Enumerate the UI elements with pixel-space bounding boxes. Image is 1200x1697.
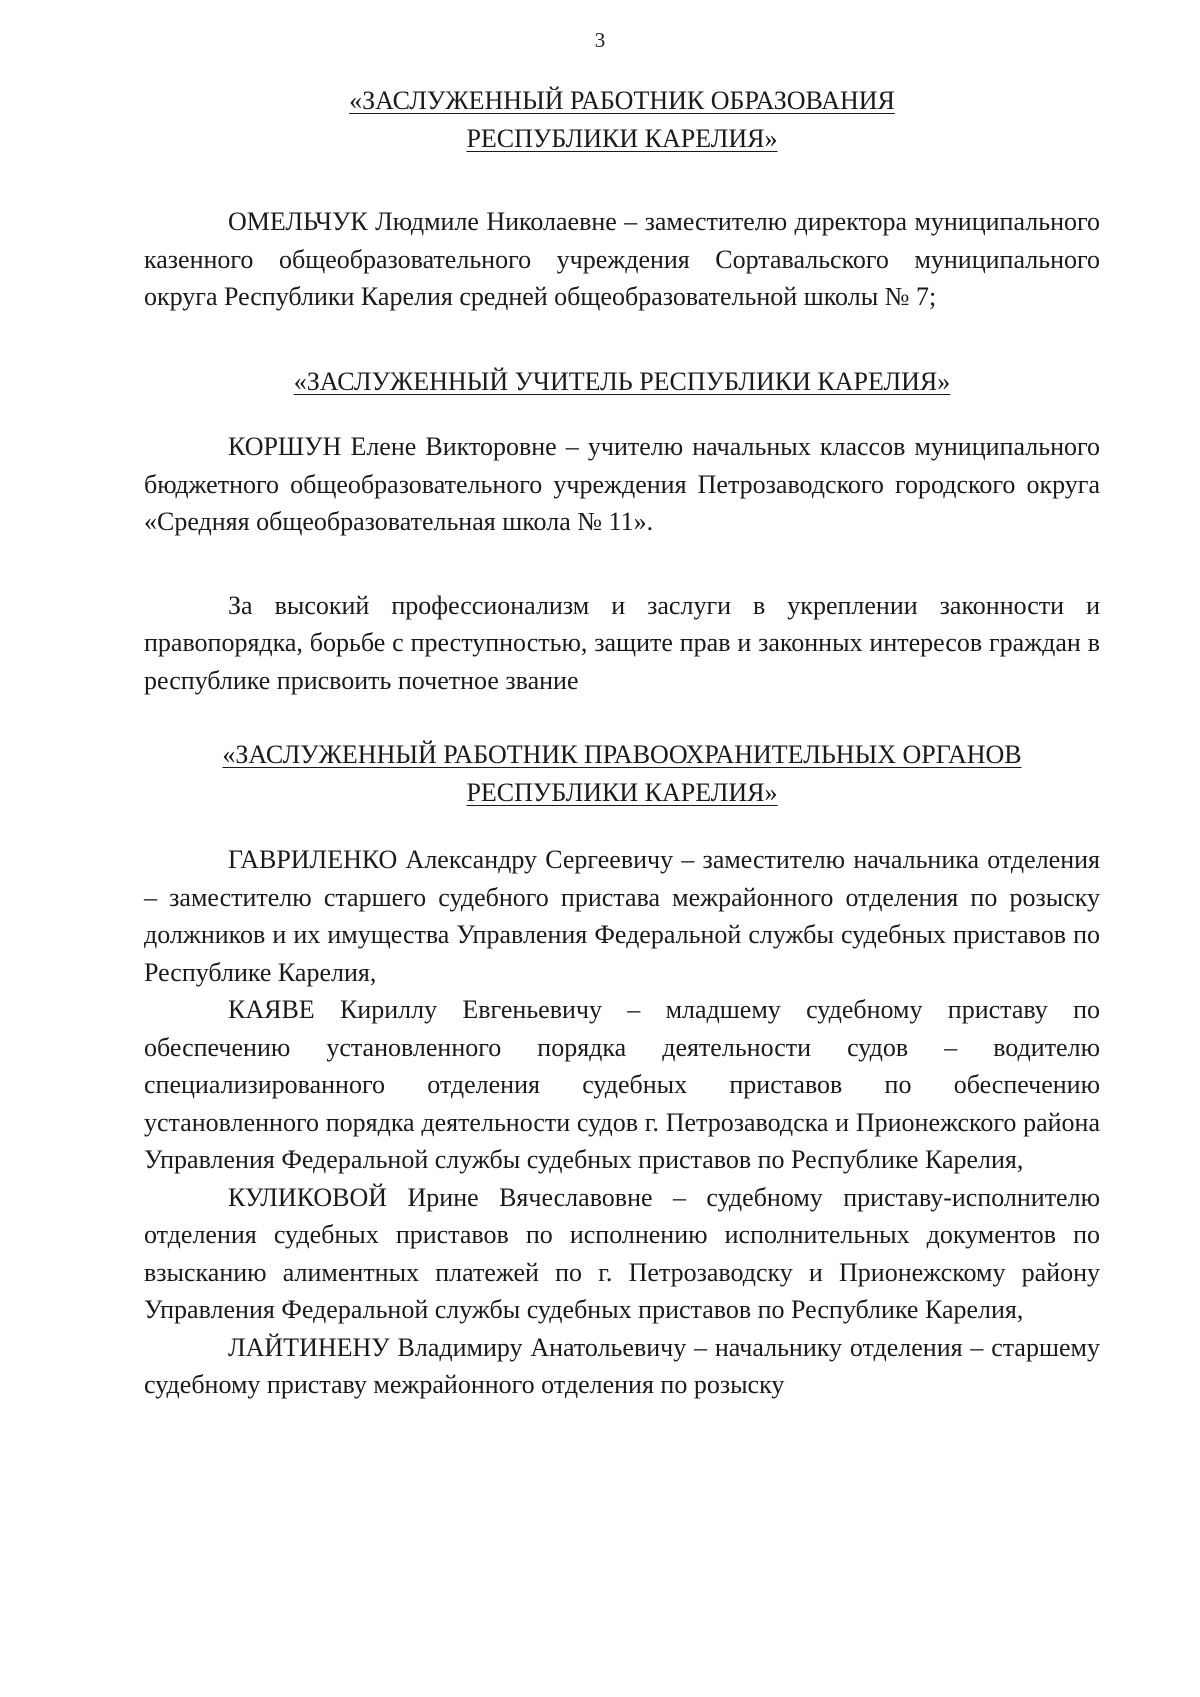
section-heading-teacher: «ЗАСЛУЖЕННЫЙ УЧИТЕЛЬ РЕСПУБЛИКИ КАРЕЛИЯ»	[293, 366, 951, 396]
award-paragraph-omelchuk: ОМЕЛЬЧУК Людмиле Николаевне – заместителю директора муниципального казенного общеобразовательного учреждения Сортавальского муниципального округа Республики Карелия средней общеобразовательной школы № 7;	[144, 207, 1100, 311]
award-paragraph-kayave: КАЯВЕ Кириллу Евгеньевичу – младшему судебному приставу по обеспечению установленного порядка деятельности судов – водителю специализированного отделения судебных приставов по обеспечению установленного порядка деятельности судов г. Петрозаводска и Прионежского района Управления Федеральной службы судебных приставов по Республике Карелия,	[144, 995, 1100, 1174]
heading-line: РЕСПУБЛИКИ КАРЕЛИЯ»	[466, 123, 778, 153]
intro-paragraph: За высокий профессионализм и заслуги в укреплении законности и правопорядка, борьбе с преступностью, защите прав и законных интересов граждан в республике присвоить почетное звание	[144, 590, 1100, 695]
award-paragraph-kulikova: КУЛИКОВОЙ Ирине Вячеславовне – судебному приставу-исполнителю отделения судебных приставов по исполнению исполнительных документов по взысканию алиментных платежей по г. Петрозаводску и Прионежскому району Управления Федеральной службы судебных приставов по Республике Карелия,	[144, 1182, 1100, 1324]
heading-line: «ЗАСЛУЖЕННЫЙ РАБОТНИК ОБРАЗОВАНИЯ	[349, 86, 895, 115]
award-paragraph-laitinen: ЛАЙТИНЕНУ Владимиру Анатольевичу – начальнику отделения – старшему судебному приставу межрайонного отделения по розыску	[144, 1332, 1100, 1399]
document-body	[144, 82, 1100, 1404]
section-heading-law-enforcement	[144, 736, 1100, 811]
heading-line: РЕСПУБЛИКИ КАРЕЛИЯ»	[466, 777, 778, 807]
award-paragraph-korshun: КОРШУН Елене Викторовне – учителю начальных классов муниципального бюджетного общеобразовательного учреждения Петрозаводского городского округа «Средняя общеобразовательная школа № 11».	[144, 432, 1100, 536]
award-paragraph-gavrilenko: ГАВРИЛЕНКО Александру Сергеевичу – заместителю начальника отделения – заместителю старшего судебного пристава межрайонного отделения по розыску должников и их имущества Управления Федеральной службы судебных приставов по Республике Карелия,	[144, 845, 1100, 987]
page-number: 3	[594, 28, 606, 52]
section-heading-education-worker	[144, 82, 1100, 157]
heading-line: «ЗАСЛУЖЕННЫЙ РАБОТНИК ПРАВООХРАНИТЕЛЬНЫХ ОРГАНОВ	[222, 740, 1022, 769]
